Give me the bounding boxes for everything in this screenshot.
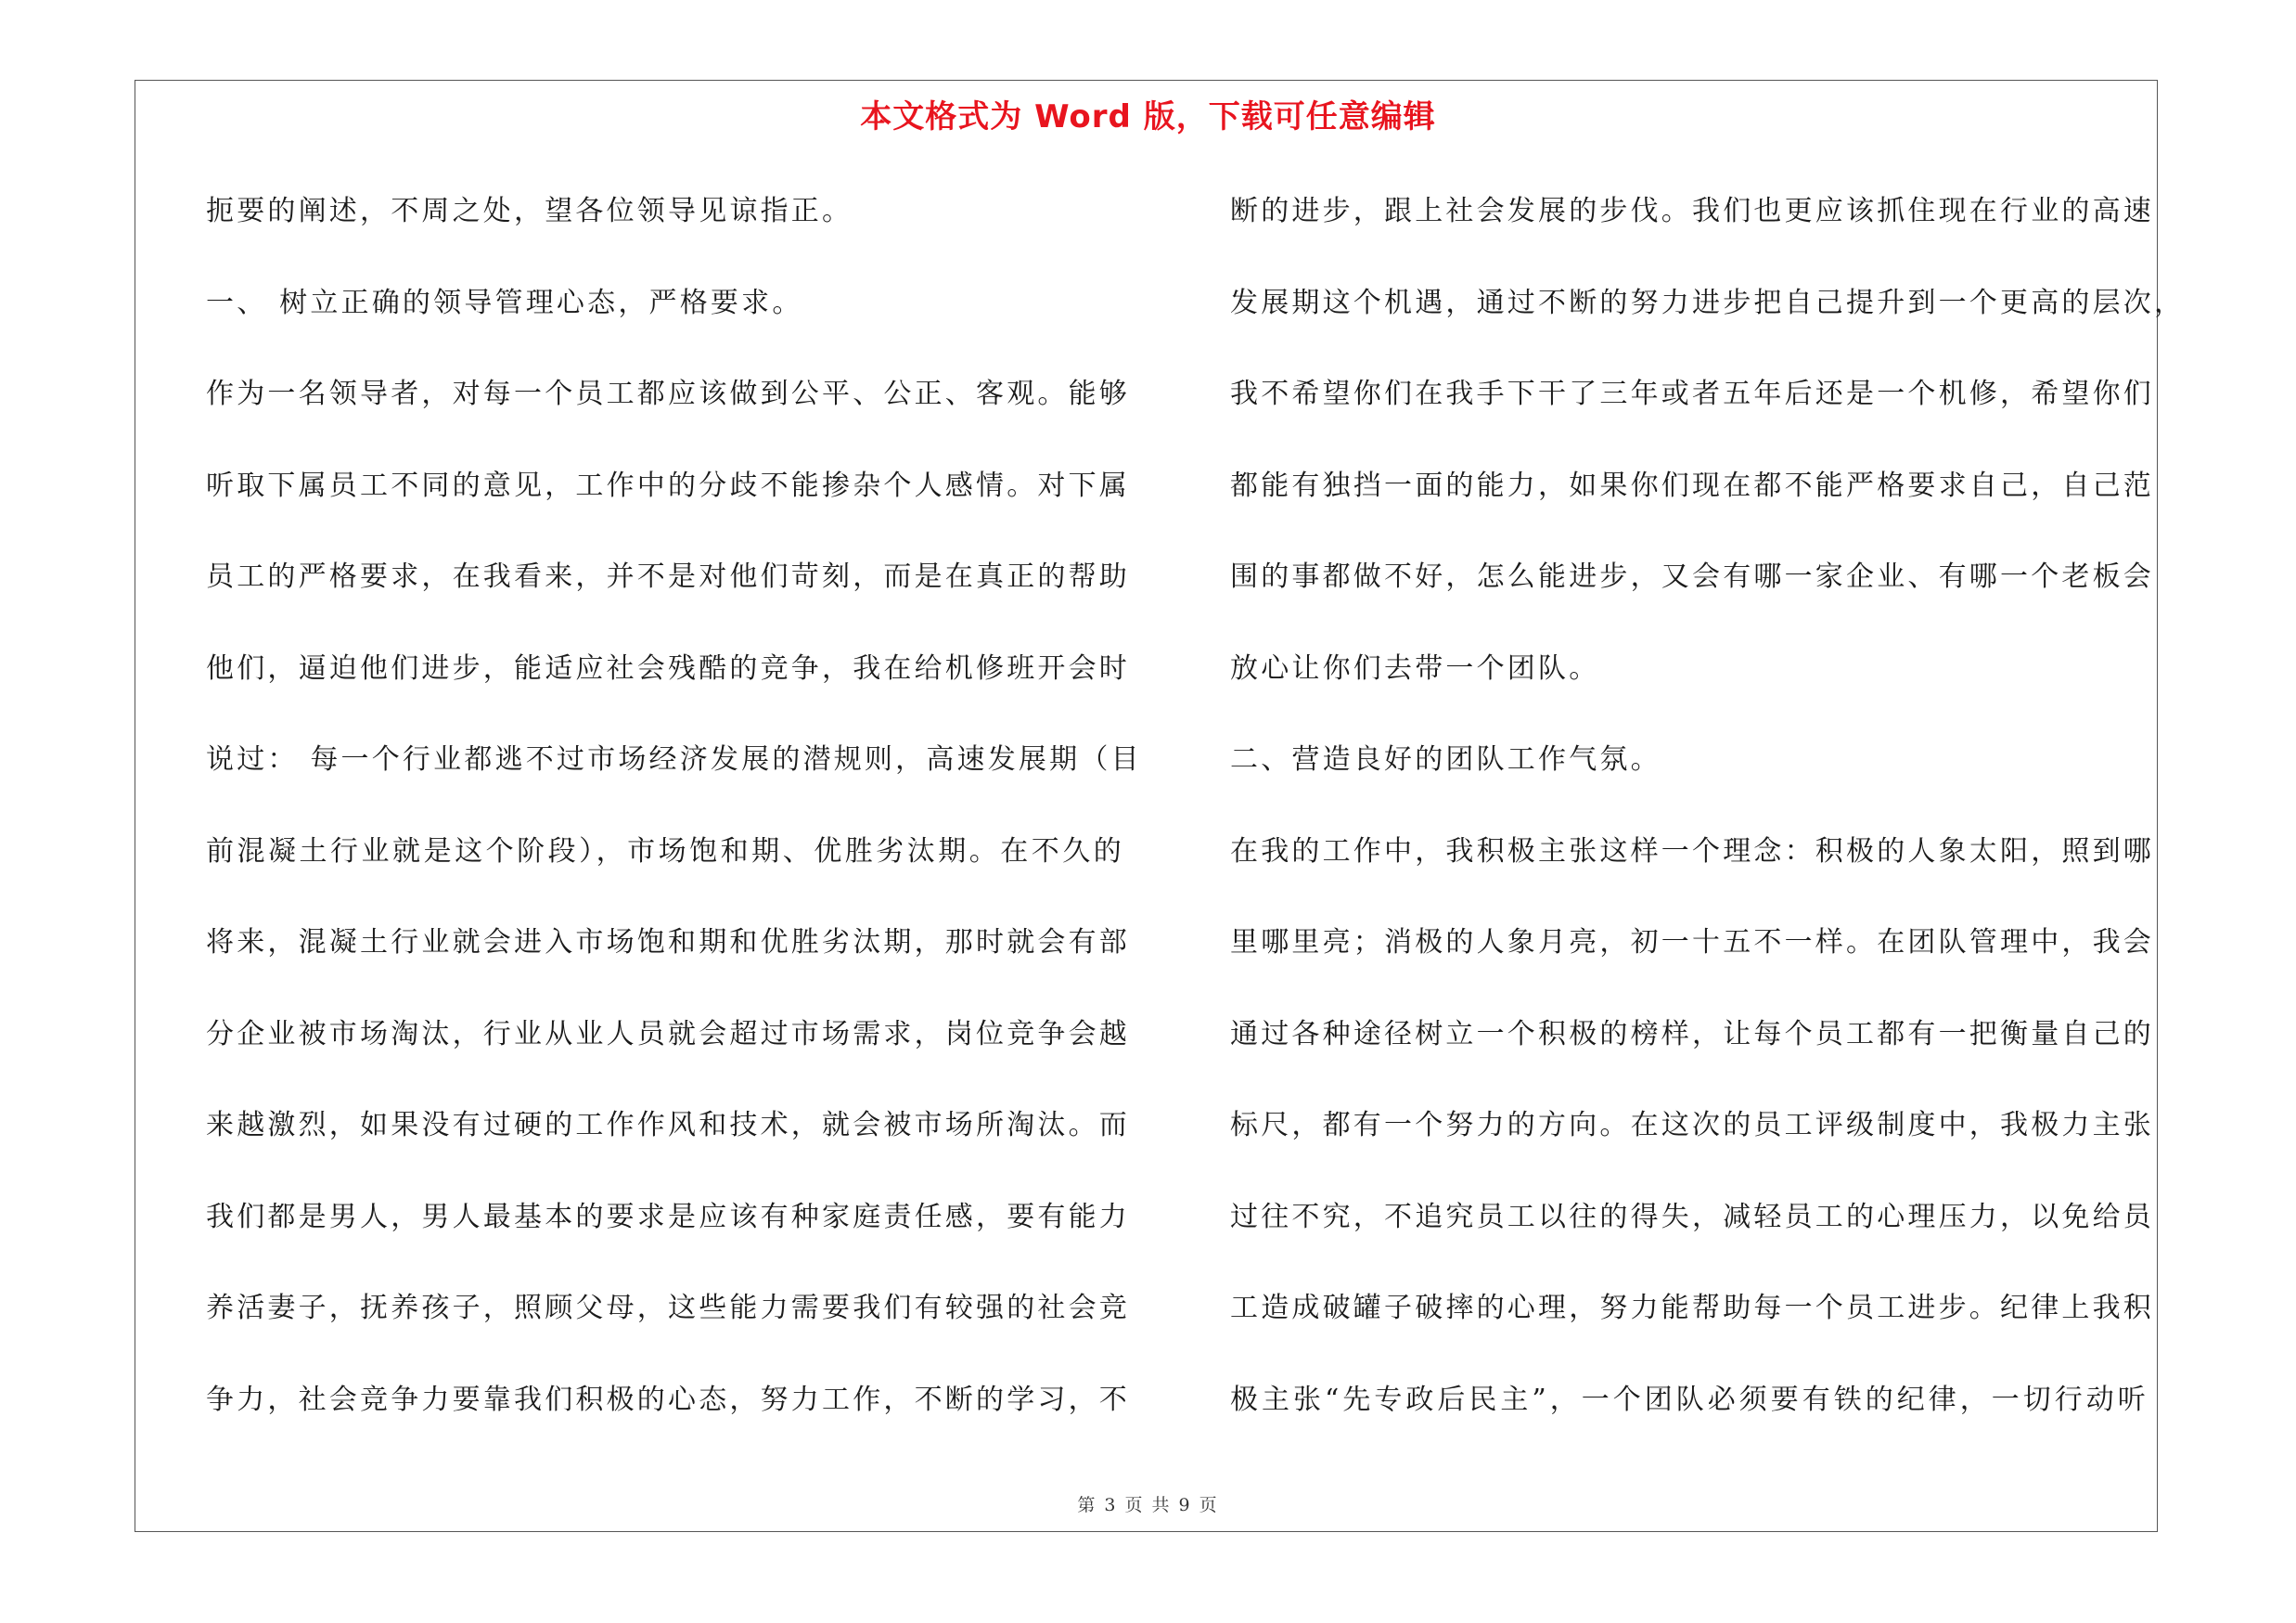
paragraph-line: 分企业被市场淘汰，行业从业人员就会超过市场需求，岗位竞争会越 — [206, 1017, 1130, 1050]
paragraph-line: 里哪里亮；消极的人象月亮，初一十五不一样。在团队管理中，我会 — [1230, 926, 2154, 959]
paragraph-line: 断的进步，跟上社会发展的步伐。我们也更应该抓住现在行业的高速 — [1230, 195, 2154, 227]
paragraph-line: 在我的工作中，我积极主张这样一个理念：积极的人象太阳，照到哪 — [1230, 834, 2154, 868]
paragraph-line: 养活妻子，抚养孩子，照顾父母，这些能力需要我们有较强的社会竞 — [206, 1292, 1130, 1324]
paragraph-line: 将来，混凝土行业就会进入市场饱和期和优胜劣汰期，那时就会有部 — [206, 926, 1130, 959]
paragraph-line: 放心让你们去带一个团队。 — [1230, 651, 1600, 685]
paragraph-line: 过往不究，不追究员工以往的得失，减轻员工的心理压力，以免给员 — [1230, 1200, 2154, 1233]
header-banner: 本文格式为 Word 版，下载可任意编辑 — [860, 98, 1436, 135]
paragraph-line: 争力，社会竞争力要靠我们积极的心态，努力工作，不断的学习，不 — [206, 1383, 1130, 1416]
left-column — [206, 184, 1142, 1463]
paragraph-line: 围的事都做不好，怎么能进步，又会有哪一家企业、有哪一个老板会 — [1230, 560, 2154, 593]
paragraph-line: 员工的严格要求，在我看来，并不是对他们苛刻，而是在真正的帮助 — [206, 560, 1130, 593]
right-column — [1230, 184, 2186, 1463]
paragraph-line: 我们都是男人，男人最基本的要求是应该有种家庭责任感，要有能力 — [206, 1200, 1130, 1233]
paragraph-line: 工造成破罐子破摔的心理，努力能帮助每一个员工进步。纪律上我积 — [1230, 1292, 2154, 1324]
paragraph-line: 极主张“先专政后民主”，一个团队必须要有铁的纪律，一切行动听 — [1230, 1383, 2148, 1416]
paragraph-line: 扼要的阐述，不周之处，望各位领导见谅指正。 — [206, 195, 853, 227]
page-indicator: 第 3 页 共 9 页 — [1077, 1495, 1219, 1515]
paragraph-line: 听取下属员工不同的意见，工作中的分歧不能掺杂个人感情。对下属 — [206, 469, 1130, 502]
paragraph-line: 他们，逼迫他们进步，能适应社会残酷的竞争，我在给机修班开会时 — [206, 651, 1130, 685]
paragraph-line: 都能有独挡一面的能力，如果你们现在都不能严格要求自己，自己范 — [1230, 469, 2154, 502]
section-heading: 一、 树立正确的领导管理心态，严格要求。 — [206, 286, 803, 319]
paragraph-line: 说过： 每一个行业都逃不过市场经济发展的潜规则，高速发展期（目 — [206, 743, 1142, 776]
paragraph-line: 来越激烈，如果没有过硬的工作作风和技术，就会被市场所淘汰。而 — [206, 1109, 1130, 1141]
paragraph-line: 前混凝土行业就是这个阶段），市场饱和期、优胜劣汰期。在不久的 — [206, 834, 1124, 868]
paragraph-line: 作为一名领导者，对每一个员工都应该做到公平、公正、客观。能够 — [206, 378, 1130, 410]
paragraph-line: 标尺，都有一个努力的方向。在这次的员工评级制度中，我极力主张 — [1230, 1109, 2154, 1141]
section-heading: 二、营造良好的团队工作气氛。 — [1230, 743, 1661, 776]
paragraph-line: 通过各种途径树立一个积极的榜样，让每个员工都有一把衡量自己的 — [1230, 1017, 2154, 1050]
paragraph-line: 发展期这个机遇，通过不断的努力进步把自己提升到一个更高的层次， — [1230, 286, 2186, 319]
paragraph-line: 我不希望你们在我手下干了三年或者五年后还是一个机修，希望你们 — [1230, 378, 2154, 410]
